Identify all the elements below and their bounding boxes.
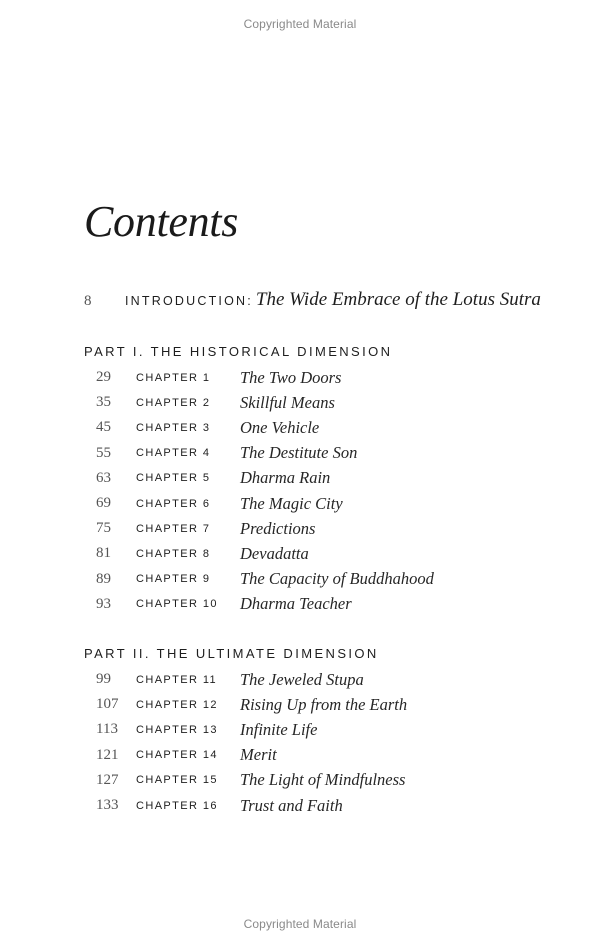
intro-title: The Wide Embrace of the Lotus Sutra — [255, 289, 541, 310]
chapter-page-number: 127 — [96, 771, 119, 788]
chapter-label: CHAPTER 16 — [136, 799, 218, 812]
toc-entry-chapter-15[interactable] — [96, 768, 576, 793]
chapter-page-number: 133 — [96, 797, 119, 814]
chapter-title: The Capacity of Buddhahood — [240, 569, 434, 589]
chapter-label: CHAPTER 5 — [136, 472, 211, 485]
chapter-title: Merit — [240, 745, 277, 765]
chapter-label: CHAPTER 3 — [136, 421, 211, 434]
copyright-watermark-top: Copyrighted Material — [243, 17, 357, 31]
chapter-label: CHAPTER 12 — [136, 698, 218, 711]
chapter-page-number: 63 — [96, 469, 111, 486]
toc-entry-chapter-10[interactable] — [96, 592, 576, 617]
intro-label: INTRODUCTION: — [125, 294, 253, 308]
toc-entry-chapter-4[interactable] — [96, 441, 576, 466]
chapter-title: Infinite Life — [240, 719, 318, 739]
chapter-title: Devadatta — [240, 543, 309, 563]
part-1-heading: PART I. THE HISTORICAL DIMENSION — [84, 344, 393, 359]
chapter-label: CHAPTER 14 — [136, 749, 218, 762]
chapter-label: CHAPTER 9 — [136, 573, 211, 586]
chapter-page-number: 69 — [96, 495, 111, 512]
chapter-title: Predictions — [240, 518, 316, 538]
chapter-page-number: 99 — [96, 671, 111, 688]
toc-entry-chapter-8[interactable] — [96, 541, 576, 566]
chapter-label: CHAPTER 1 — [136, 371, 211, 384]
chapter-title: The Magic City — [240, 493, 343, 513]
toc-entry-introduction[interactable] — [84, 289, 541, 311]
toc-entry-chapter-7[interactable] — [96, 516, 576, 541]
toc-entry-chapter-1[interactable] — [96, 365, 576, 390]
chapter-title: Skillful Means — [240, 392, 335, 412]
chapter-label: CHAPTER 13 — [136, 723, 218, 736]
chapter-title: Rising Up from the Earth — [240, 694, 408, 714]
part-2-chapter-list — [96, 667, 576, 818]
toc-entry-chapter-5[interactable] — [96, 466, 576, 491]
toc-entry-chapter-12[interactable] — [96, 692, 576, 717]
chapter-page-number: 93 — [96, 595, 111, 612]
chapter-title: The Jeweled Stupa — [240, 669, 364, 689]
chapter-title: Trust and Faith — [240, 795, 343, 815]
chapter-label: CHAPTER 7 — [136, 522, 211, 535]
chapter-page-number: 29 — [96, 369, 111, 386]
chapter-page-number: 107 — [96, 696, 119, 713]
chapter-title: The Two Doors — [240, 367, 342, 387]
part-2-heading: PART II. THE ULTIMATE DIMENSION — [84, 646, 379, 661]
chapter-page-number: 121 — [96, 746, 119, 763]
chapter-page-number: 75 — [96, 520, 111, 537]
chapter-page-number: 55 — [96, 444, 111, 461]
chapter-title: Dharma Teacher — [240, 594, 352, 614]
chapter-title: The Light of Mindfulness — [240, 770, 406, 790]
intro-page-number: 8 — [84, 293, 92, 309]
chapter-label: CHAPTER 4 — [136, 447, 211, 460]
toc-entry-chapter-14[interactable] — [96, 743, 576, 768]
chapter-page-number: 89 — [96, 570, 111, 587]
chapter-page-number: 35 — [96, 394, 111, 411]
page-title: Contents — [84, 197, 239, 246]
chapter-title: One Vehicle — [240, 417, 320, 437]
chapter-label: CHAPTER 2 — [136, 396, 211, 409]
chapter-title: Dharma Rain — [240, 468, 331, 488]
toc-entry-chapter-6[interactable] — [96, 491, 576, 516]
toc-entry-chapter-13[interactable] — [96, 717, 576, 742]
chapter-page-number: 113 — [96, 721, 118, 738]
part-1-chapter-list — [96, 365, 576, 617]
toc-entry-chapter-3[interactable] — [96, 415, 576, 440]
chapter-label: CHAPTER 6 — [136, 497, 211, 510]
toc-entry-chapter-11[interactable] — [96, 667, 576, 692]
toc-entry-chapter-9[interactable] — [96, 567, 576, 592]
copyright-watermark-bottom: Copyrighted Material — [243, 917, 357, 931]
chapter-label: CHAPTER 8 — [136, 547, 211, 560]
chapter-page-number: 45 — [96, 419, 111, 436]
toc-entry-chapter-2[interactable] — [96, 390, 576, 415]
chapter-label: CHAPTER 15 — [136, 774, 218, 787]
chapter-label: CHAPTER 11 — [136, 673, 218, 686]
toc-entry-chapter-16[interactable] — [96, 793, 576, 818]
chapter-label: CHAPTER 10 — [136, 598, 218, 611]
chapter-page-number: 81 — [96, 545, 111, 562]
chapter-title: The Destitute Son — [240, 443, 358, 463]
